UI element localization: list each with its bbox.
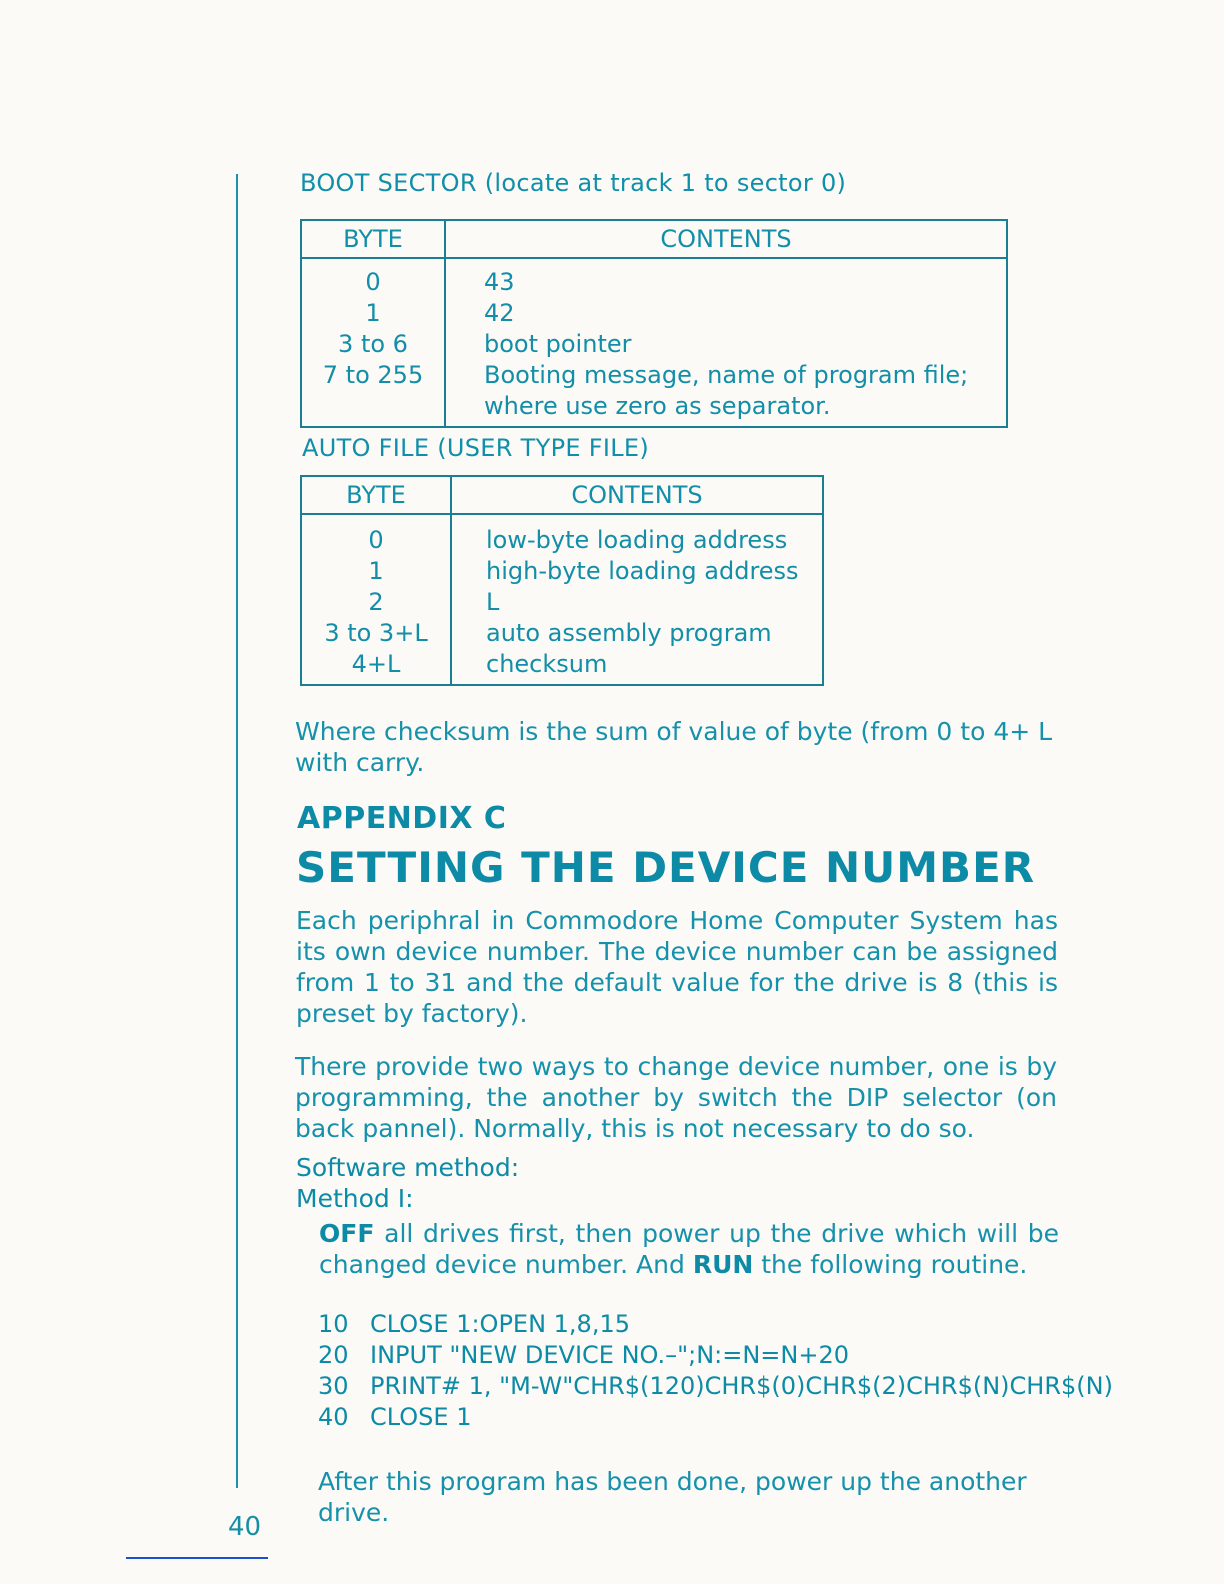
auto-file-body bbox=[301, 514, 823, 685]
table-cell: 1 bbox=[365, 299, 381, 327]
method-1-heading: Method I: bbox=[296, 1184, 414, 1213]
paragraph-change-methods: There provide two ways to change device number, one is by programming, the another by switch the DIP selector (on back pannel). Normally, this is not necessary to do so. bbox=[295, 1052, 1057, 1143]
byte-column bbox=[301, 514, 451, 685]
table-cell: 7 to 255 bbox=[322, 361, 424, 389]
boot-sector-caption: BOOT SECTOR (locate at track 1 to sector 0) bbox=[300, 169, 847, 197]
table-cell: 2 bbox=[368, 588, 384, 616]
instruction-text: all drives first, then power up the drive which will be changed device number. And bbox=[319, 1219, 1059, 1279]
keyword-off: OFF bbox=[319, 1219, 375, 1248]
section-title: SETTING THE DEVICE NUMBER bbox=[296, 843, 1036, 892]
contents-column-header: CONTENTS bbox=[445, 220, 1007, 258]
boot-sector-table bbox=[300, 219, 1008, 428]
code-line bbox=[318, 1371, 1113, 1402]
byte-column bbox=[301, 258, 445, 427]
line-number: 40 bbox=[318, 1403, 349, 1431]
footer-rule bbox=[126, 1557, 268, 1559]
table-cell: 43 bbox=[484, 268, 515, 296]
boot-sector-header-row bbox=[301, 220, 1007, 258]
auto-file-header-row bbox=[301, 476, 823, 514]
code-line bbox=[318, 1340, 1113, 1371]
byte-column-header: BYTE bbox=[301, 476, 451, 514]
table-cell bbox=[302, 391, 444, 422]
table-cell: 0 bbox=[368, 526, 384, 554]
instruction-text: the following routine. bbox=[753, 1250, 1028, 1279]
table-cell: 0 bbox=[365, 268, 381, 296]
table-cell: 42 bbox=[484, 299, 515, 327]
closing-note: After this program has been done, power up the another drive. bbox=[318, 1467, 1027, 1527]
code-line bbox=[318, 1309, 1113, 1340]
table-cell: 4+L bbox=[351, 650, 401, 678]
line-number: 10 bbox=[318, 1310, 349, 1338]
code-text: CLOSE 1:OPEN 1,8,15 bbox=[370, 1310, 630, 1338]
code-line bbox=[318, 1402, 1113, 1433]
paragraph-device-number: Each periphral in Commodore Home Computer System has its own device number. The device number can be assigned from 1 to 31 and the default value for the drive is 8 (this is preset by factory). bbox=[296, 906, 1058, 1028]
contents-column bbox=[445, 258, 1007, 427]
table-cell: 1 bbox=[368, 557, 384, 585]
table-cell: L bbox=[486, 588, 500, 616]
byte-column-header: BYTE bbox=[301, 220, 445, 258]
checksum-note: Where checksum is the sum of value of byte (from 0 to 4+ L with carry. bbox=[295, 717, 1053, 777]
table-cell: 3 to 3+L bbox=[324, 619, 428, 647]
table-cell: 3 to 6 bbox=[338, 330, 408, 358]
auto-file-caption: AUTO FILE (USER TYPE FILE) bbox=[302, 434, 650, 462]
code-text: PRINT# 1, "M-W"CHR$(120)CHR$(0)CHR$(2)CHR$(N)CHR$(N) bbox=[370, 1372, 1113, 1400]
table-cell: checksum bbox=[486, 650, 608, 678]
line-number: 20 bbox=[318, 1341, 349, 1369]
table-cell: Booting message, name of program file; bbox=[484, 361, 969, 389]
line-number: 30 bbox=[318, 1372, 349, 1400]
page-number: 40 bbox=[228, 1512, 262, 1542]
table-cell: high-byte loading address bbox=[486, 557, 799, 585]
left-margin-rule bbox=[236, 174, 238, 1488]
appendix-label: APPENDIX C bbox=[297, 801, 507, 836]
table-cell: low-byte loading address bbox=[486, 526, 788, 554]
auto-file-table bbox=[300, 475, 824, 686]
table-cell: boot pointer bbox=[484, 330, 632, 358]
code-text: CLOSE 1 bbox=[370, 1403, 472, 1431]
software-method-heading: Software method: bbox=[296, 1153, 520, 1182]
keyword-run: RUN bbox=[692, 1250, 754, 1279]
method-1-instructions bbox=[319, 1218, 1059, 1280]
table-cell: auto assembly program bbox=[486, 619, 772, 647]
contents-column-header: CONTENTS bbox=[451, 476, 823, 514]
table-cell: where use zero as separator. bbox=[484, 392, 831, 420]
boot-sector-body bbox=[301, 258, 1007, 427]
basic-program-listing bbox=[318, 1309, 1113, 1433]
contents-column bbox=[451, 514, 823, 685]
code-text: INPUT "NEW DEVICE NO.–";N:=N=N+20 bbox=[370, 1341, 850, 1369]
